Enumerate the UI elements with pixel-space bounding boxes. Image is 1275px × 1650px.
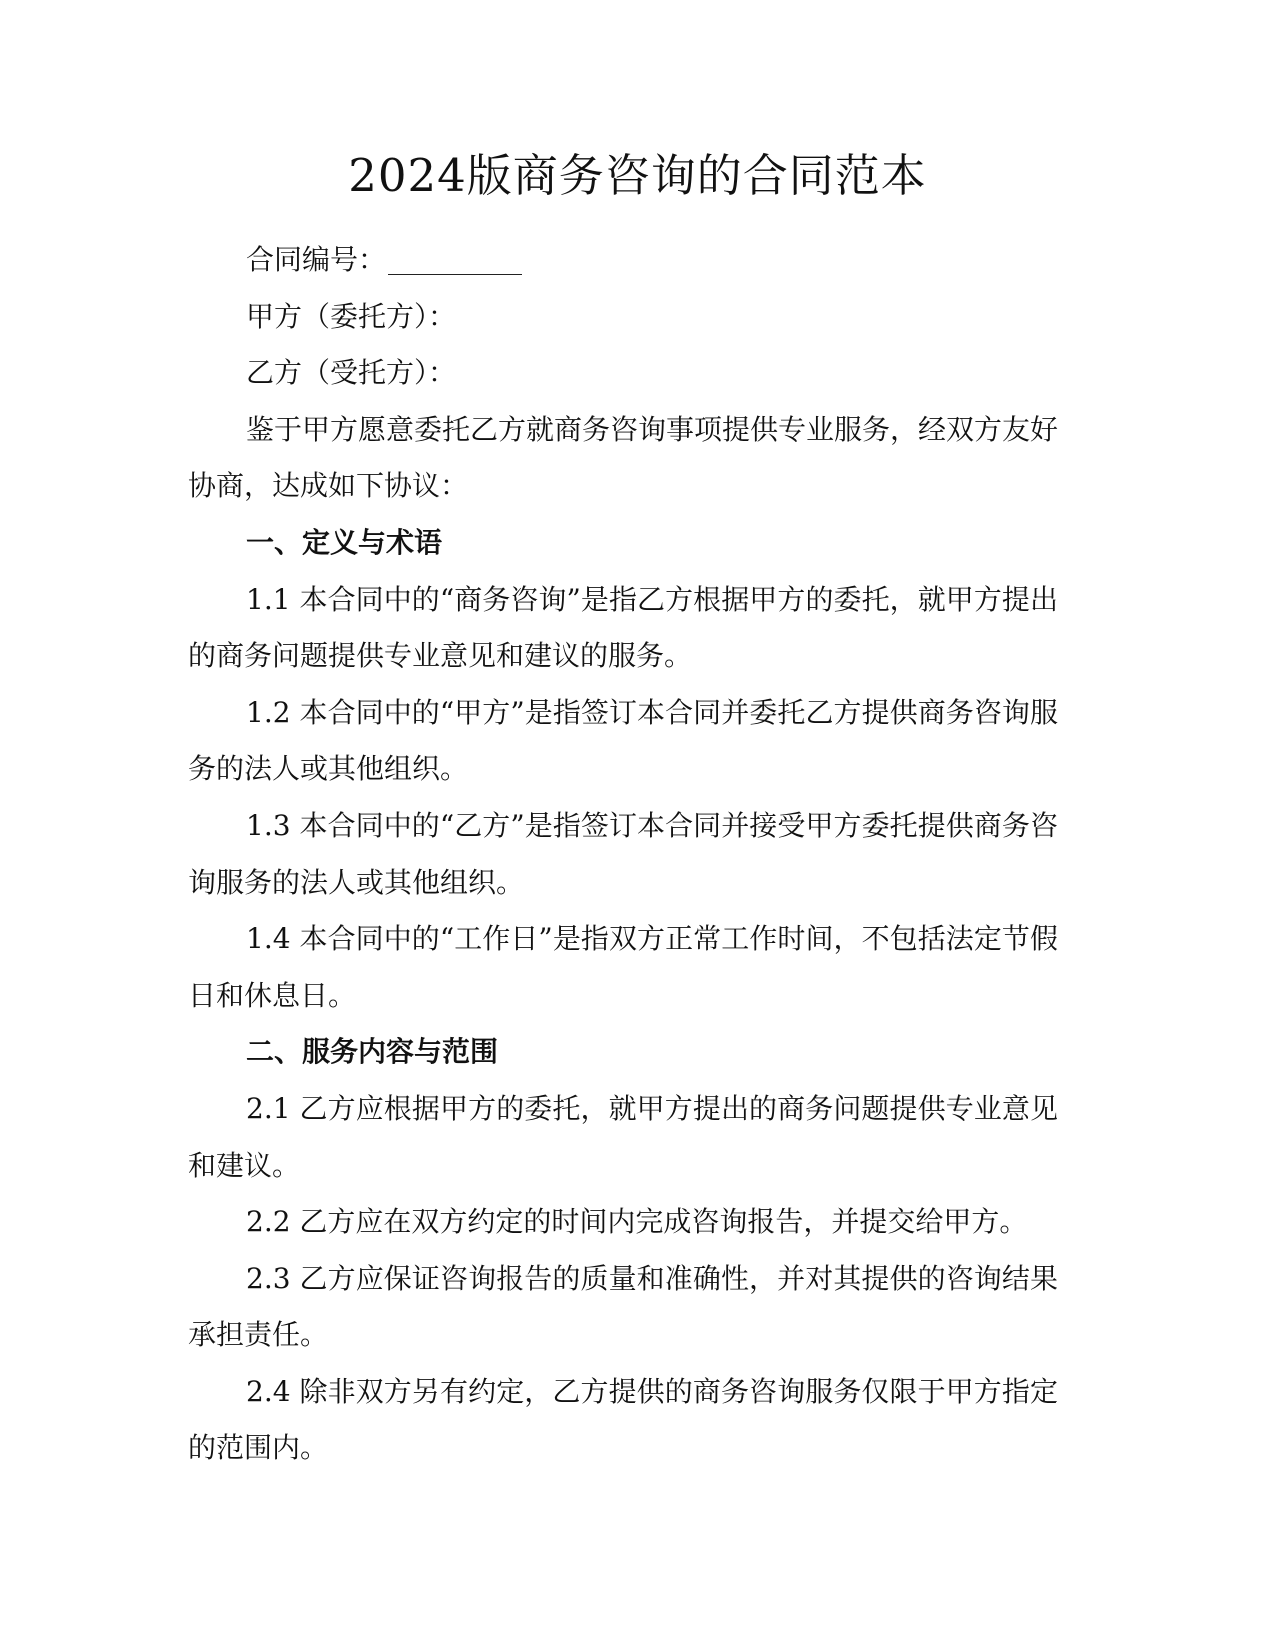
preamble: 鉴于甲方愿意委托乙方就商务咨询事项提供专业服务，经双方友好协商，达成如下协议： [188,412,1059,503]
clause-2-4: 2.4 除非双方另有约定，乙方提供的商务咨询服务仅限于甲方指定的范围内。 [188,1374,1058,1465]
section-heading-services: 二、服务内容与范围 [246,1035,499,1069]
clause-2-3: 2.3 乙方应保证咨询报告的质量和准确性，并对其提供的咨询结果承担责任。 [188,1261,1058,1352]
section-heading-definitions: 一、定义与术语 [246,525,443,559]
clause-1-4: 1.4 本合同中的“工作日”是指双方正常工作时间，不包括法定节假日和休息日。 [188,922,1058,1012]
contract-number-line [188,232,1058,289]
clause-1-3: 1.3 本合同中的“乙方”是指签订本合同并接受甲方委托提供商务咨询服务的法人或其他组织。 [188,808,1058,899]
contract-number-blank [388,244,522,275]
clause-1-2: 1.2 本合同中的“甲方”是指签订本合同并委托乙方提供商务咨询服务的法人或其他组织。 [188,695,1058,786]
document-body [188,232,1058,1477]
contract-number-label: 合同编号： [246,243,387,276]
clause-1-1: 1.1 本合同中的“商务咨询”是指乙方根据甲方的委托，就甲方提出的商务问题提供专业意见和建议的服务。 [188,582,1058,673]
document-title: 2024版商务咨询的合同范本 [348,149,927,202]
party-b-line: 乙方（受托方）： [246,356,457,390]
clause-2-1: 2.1 乙方应根据甲方的委托，就甲方提出的商务问题提供专业意见和建议。 [188,1091,1058,1182]
party-a-line: 甲方（委托方）： [246,299,457,333]
clause-2-2: 2.2 乙方应在双方约定的时间内完成咨询报告，并提交给甲方。 [246,1205,1028,1239]
